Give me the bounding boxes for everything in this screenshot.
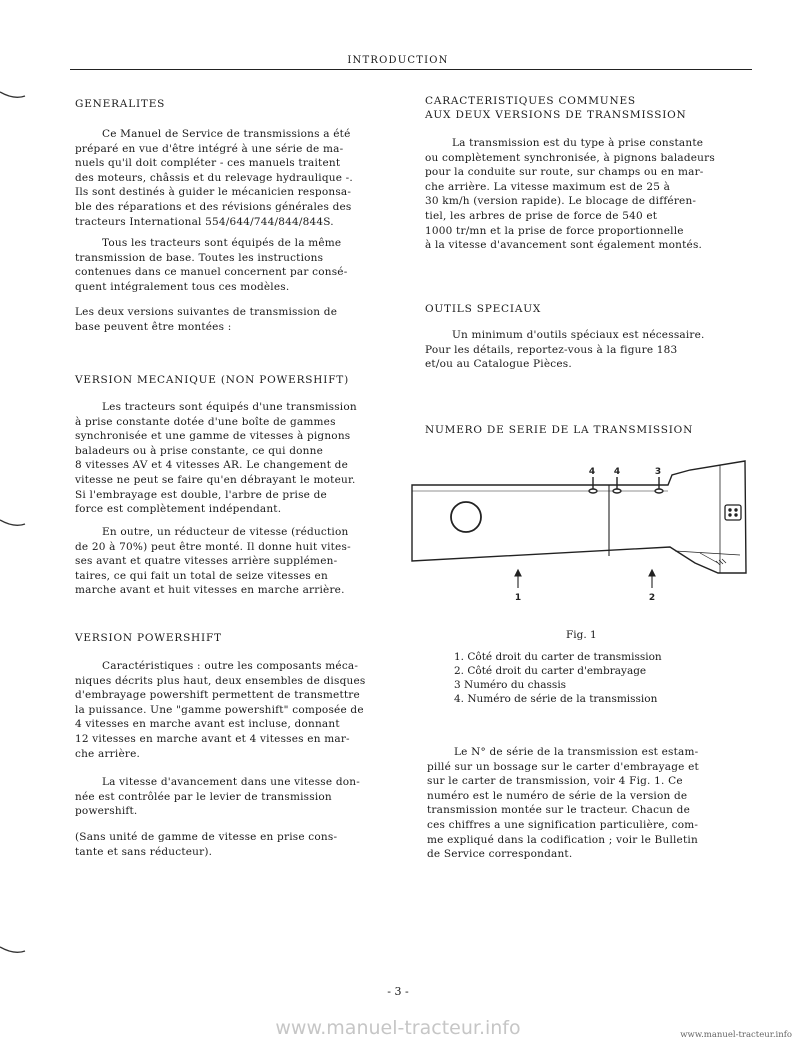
- callout-label-1: 1: [514, 593, 522, 603]
- section-title-mecanique: VERSION MECANIQUE (NON POWERSHIFT): [75, 374, 349, 386]
- binding-mark-middle: [0, 516, 26, 530]
- paragraph-outils: Un minimum d'outils spéciaux est nécessaire. Pour les détails, reportez-vous à la figure 183 et/ou au Catalogue Pièces.: [425, 329, 705, 371]
- legend-item-3: 3 Numéro du chassis: [454, 679, 567, 691]
- section-title-caracteristiques: CARACTERISTIQUES COMMUNES AUX DEUX VERSIONS DE TRANSMISSION: [425, 95, 687, 121]
- figure-legend: [454, 650, 662, 706]
- legend-item-1: 1. Côté droit du carter de transmission: [454, 651, 662, 663]
- paragraph-generalites-2: Tous les tracteurs sont équipés de la même transmission de base. Toutes les instructions contenues dans ce manuel concernent par consé- quent intégralement tous ces modèles.: [75, 237, 348, 293]
- running-header: INTRODUCTION: [347, 55, 449, 66]
- paragraph-numero-serie: Le N° de série de la transmission est estam- pillé sur un bossage sur le carter d'embrayage et sur le carter de transmission, voir 4 Fig. 1. Ce numéro est le numéro de série de la version de transmission montée sur le tracteur. Chacun de ces chiffres a une signification particulière, com- me expliqué dans la codification ; voir le Bulletin de Service correspondant.: [427, 746, 699, 861]
- binding-mark-bottom: [0, 943, 26, 957]
- page-number: - 3 -: [387, 985, 409, 998]
- paragraph-powershift-3: (Sans unité de gamme de vitesse en prise cons- tante et sans réducteur).: [75, 831, 338, 858]
- housing-opening-circle: [451, 502, 481, 532]
- binding-mark-top: [0, 88, 26, 102]
- callout-label-4b: 4: [613, 467, 621, 477]
- bolt-plate-icon: [725, 505, 741, 520]
- paragraph-powershift-2: La vitesse d'avancement dans une vitesse don- née est contrôlée par le levier de transmission powershift.: [75, 776, 360, 818]
- paragraph-caracteristiques: La transmission est du type à prise constante ou complètement synchronisée, à pignons baladeurs pour la conduite sur route, sur champs ou en mar- che arrière. La vitesse maximum est de 25 à 30 km/h (version rapide). Le blocage de différen- tiel, les arbres de prise de force de 540 et 1000 tr/mn et la prise de force proportionnelle à la vitesse d'avancement sont également montés.: [425, 137, 715, 252]
- paragraph-mecanique-2: En outre, un réducteur de vitesse (réduction de 20 à 70%) peut être monté. Il donne huit vites- ses avant et quatre vitesses arrière supplémen- taires, ce qui fait un total de seize vitesses en marche avant et huit vitesses en marche arrière.: [75, 526, 351, 597]
- callout-label-3: 3: [654, 467, 662, 477]
- housing-outline: [412, 461, 746, 573]
- callout-label-2: 2: [648, 593, 656, 603]
- section-title-generalites: GENERALITES: [75, 98, 166, 110]
- paragraph-generalites-1: Ce Manuel de Service de transmissions a été préparé en vue d'être intégré à une série de ma- nuels qu'il doit compléter - ces manuels traitent des moteurs, châssis et du relevage hydraulique -. Ils sont destinés à guider le mécanicien responsa- ble des réparations et des révisions générales des tracteurs International 554/644/744/844/844S.: [75, 128, 353, 228]
- transmission-housing-figure: [400, 455, 760, 605]
- legend-item-2: 2. Côté droit du carter d'embrayage: [454, 665, 647, 677]
- section-title-outils: OUTILS SPECIAUX: [425, 303, 542, 315]
- paragraph-mecanique-1: Les tracteurs sont équipés d'une transmission à prise constante dotée d'une boîte de gammes synchronisée et une gamme de vitesses à pignons baladeurs ou à prise constante, ce qui donne 8 vitesses AV et 4 vitesses AR. Le changement de vitesse ne peut se faire qu'en débrayant le moteur. Si l'embrayage est double, l'arbre de prise de force est complètement indépendant.: [75, 401, 357, 516]
- callout-label-4a: 4: [588, 467, 596, 477]
- watermark: www.manuel-tracteur.info: [275, 1017, 521, 1039]
- figure-caption: Fig. 1: [566, 629, 597, 641]
- watermark-small: www.manuel-tracteur.info: [680, 1030, 792, 1040]
- section-title-powershift: VERSION POWERSHIFT: [75, 632, 222, 644]
- legend-item-4: 4. Numéro de série de la transmission: [454, 693, 658, 705]
- paragraph-generalites-3: Les deux versions suivantes de transmission de base peuvent être montées :: [75, 306, 338, 333]
- header-rule: [70, 69, 752, 70]
- section-title-numero-serie: NUMERO DE SERIE DE LA TRANSMISSION: [425, 424, 694, 436]
- paragraph-powershift-1: Caractéristiques : outre les composants méca- niques décrits plus haut, deux ensembles de disques d'embrayage powershift permettent de transmettre la puissance. Une "gamme powershift" composée de 4 vitesses en marche avant est incluse, donnant 12 vitesses en marche avant et 4 vitesses en mar- che arrière.: [75, 660, 366, 760]
